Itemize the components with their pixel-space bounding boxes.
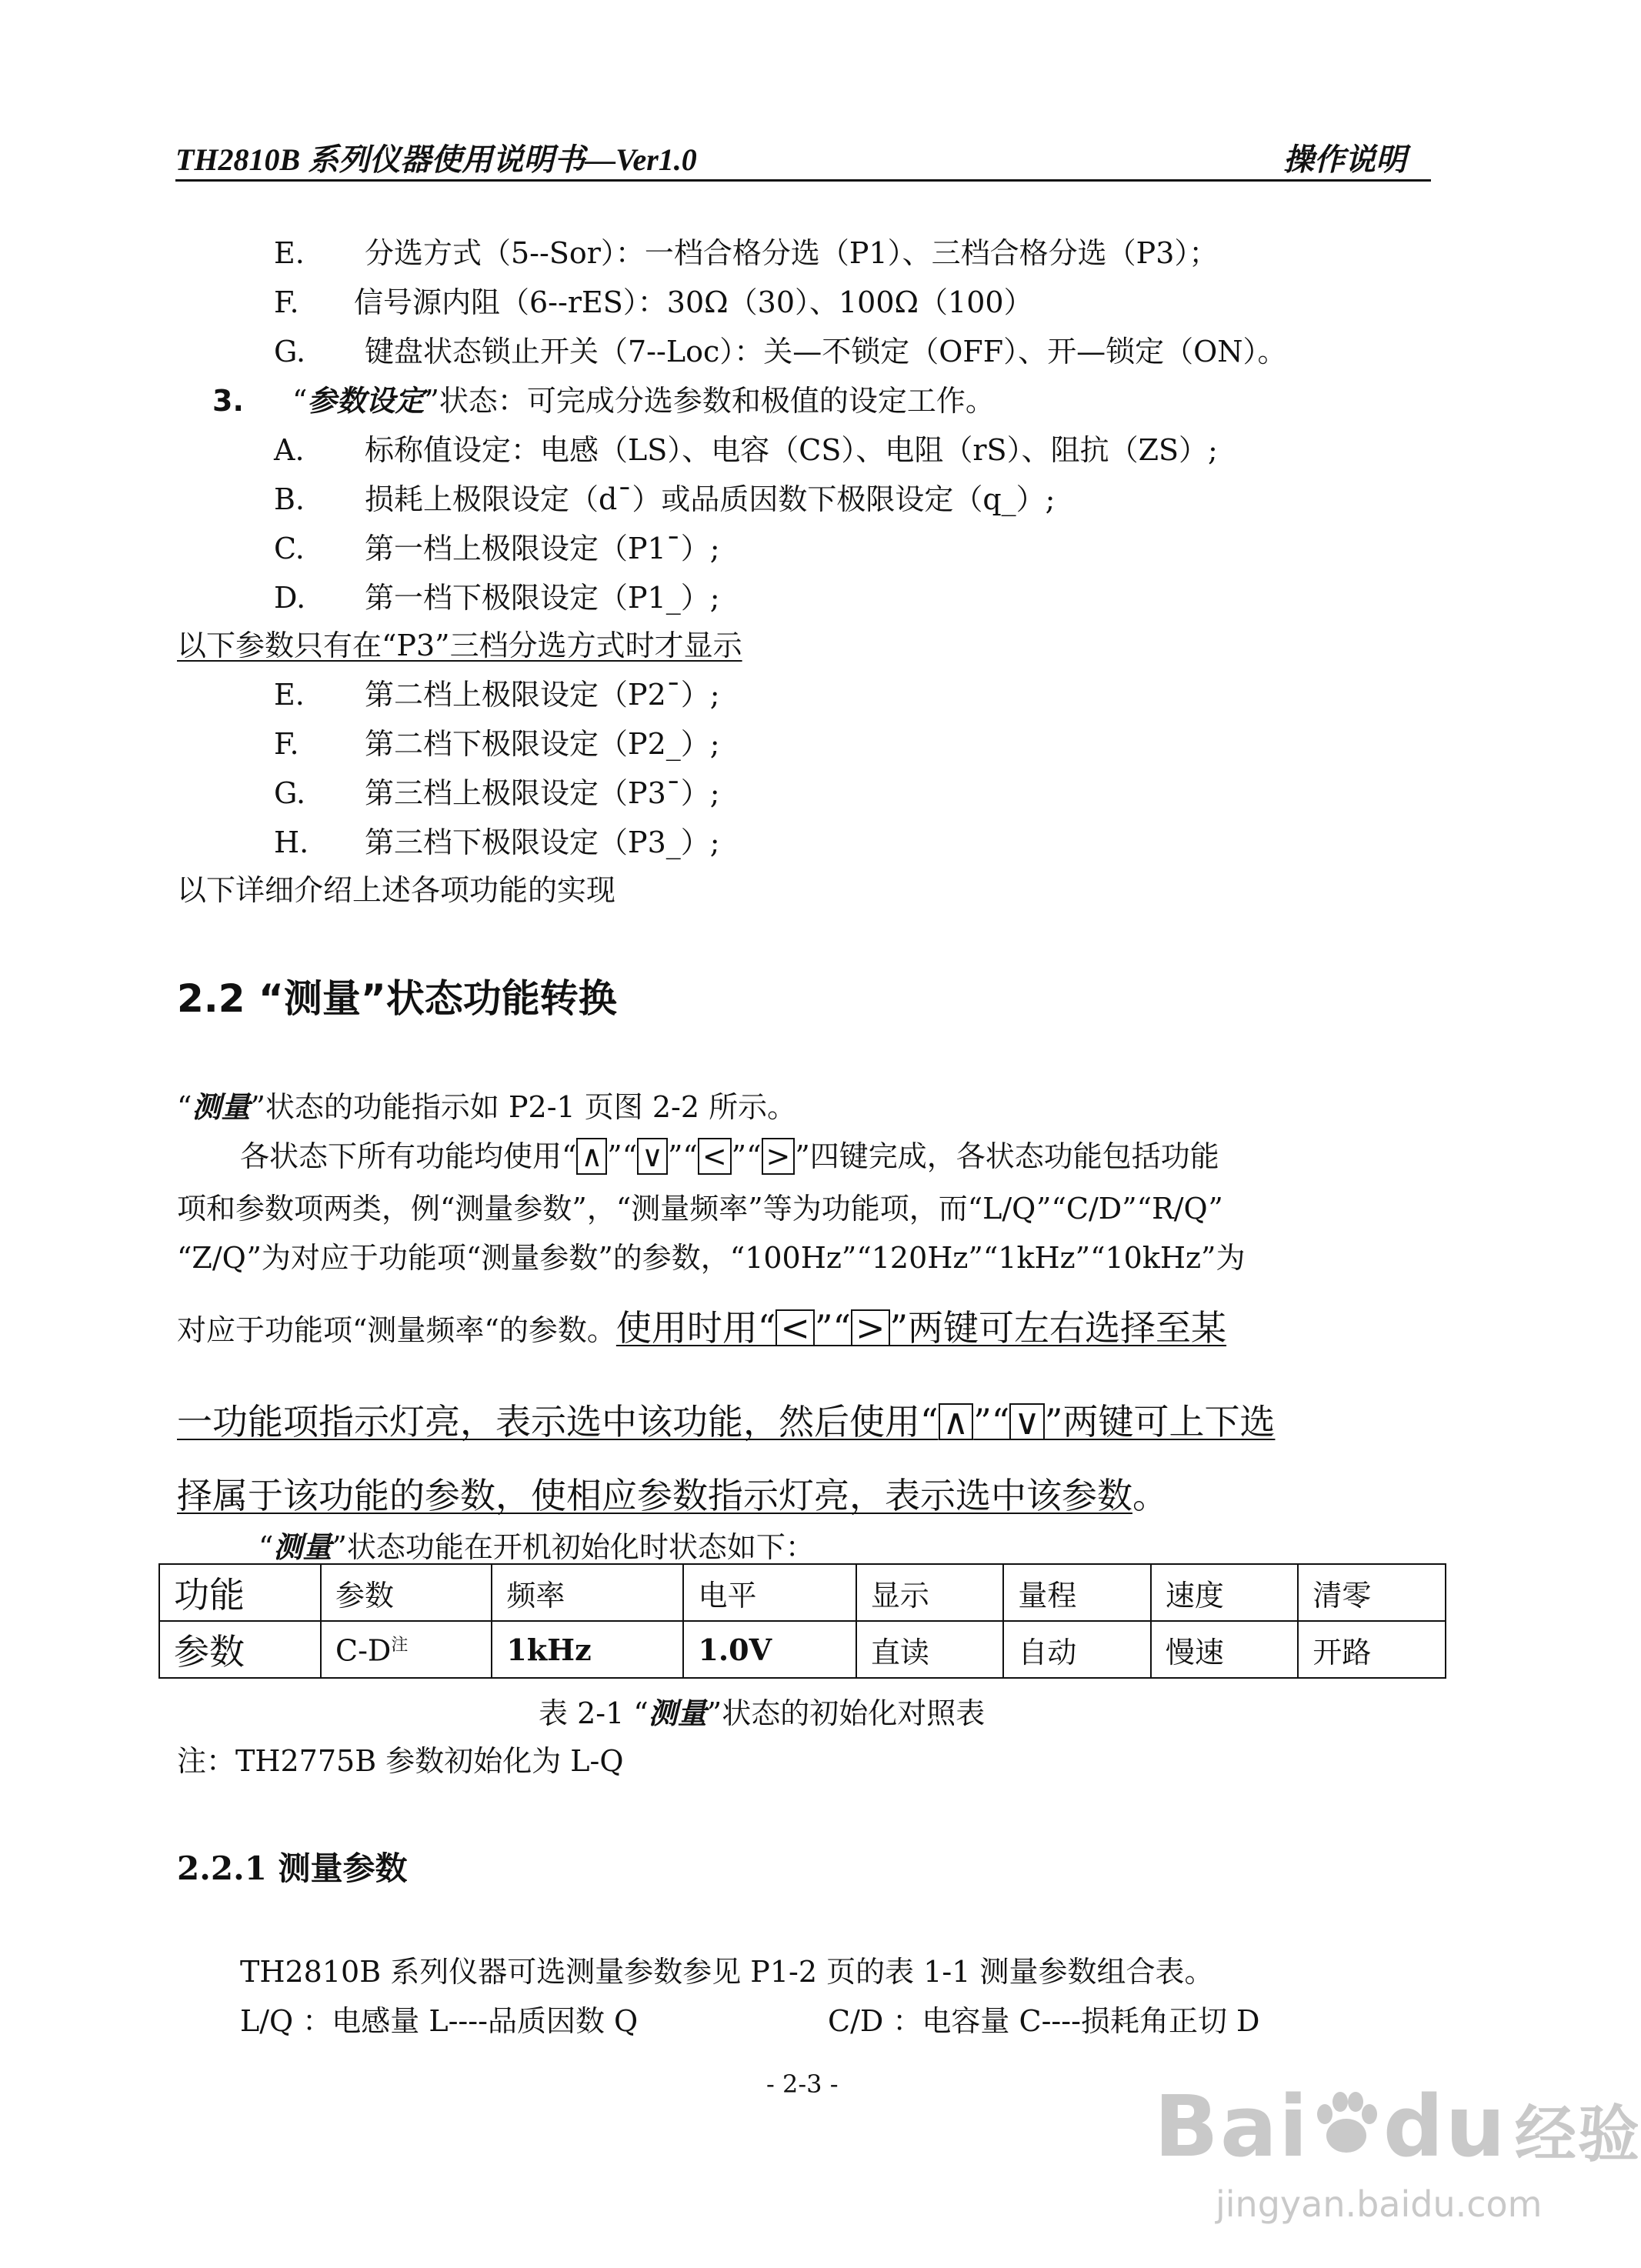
table-note: 注：TH2775B 参数初始化为 L-Q <box>177 1744 624 1778</box>
header-section: 操作说明 <box>1283 142 1406 177</box>
param-definition-cd: C/D ：电容量 C----损耗角正切 D <box>828 2004 1260 2038</box>
table-cell: 慢速 <box>1151 1621 1299 1678</box>
table-row <box>159 1621 1446 1678</box>
table-cell: 参数 <box>159 1621 321 1678</box>
table-cell: 清零 <box>1298 1564 1446 1621</box>
table-cell: 1kHz <box>492 1621 683 1678</box>
list-item: G. 第三档上极限设定（P3¯）; <box>274 776 720 810</box>
section-3-heading: 3. “参数设定”状态：可完成分选参数和极值的设定工作。 <box>212 383 995 418</box>
list-item: C. 第一档上极限设定（P1¯）; <box>274 532 720 565</box>
left-key: < <box>698 1138 732 1175</box>
list-item: F. 第二档下极限设定（P2_）; <box>274 727 720 761</box>
paragraph-line: 项和参数项两类，例“测量参数”，“测量频率”等为功能项，而“L/Q”“C/D”“R/Q” <box>177 1192 1223 1226</box>
table-cell: 电平 <box>683 1564 856 1621</box>
down-key: ∨ <box>1009 1403 1045 1440</box>
list-item: B. 损耗上极限设定（d¯）或品质因数下极限设定（q_）; <box>274 482 1056 516</box>
section-heading-2-2-1: 2.2.1 测量参数 <box>177 1849 408 1887</box>
table-cell: 量程 <box>1003 1564 1151 1621</box>
list-item: H. 第三档下极限设定（P3_）; <box>274 825 720 859</box>
paragraph-line: 一功能项指示灯亮，表示选中该功能，然后使用“ ∧ ”“ ∨ ”两键可上下选 <box>177 1401 1276 1443</box>
paragraph-line: 择属于该功能的参数，使相应参数指示灯亮，表示选中该参数。 <box>177 1475 1168 1516</box>
watermark-brand: Bai du 经验 <box>1154 2077 1641 2176</box>
table-caption: 表 2-1 “测量”状态的初始化对照表 <box>539 1696 986 1730</box>
paragraph: “测量”状态功能在开机初始化时状态如下： <box>258 1529 815 1564</box>
param-definition-lq: L/Q ：电感量 L----品质因数 Q <box>240 2004 639 2038</box>
header-rule <box>175 179 1431 182</box>
list-item: E. 分选方式（5--Sor）：一档合格分选（P1）、三档合格分选（P3）； <box>274 236 1219 270</box>
table-cell: 自动 <box>1003 1621 1151 1678</box>
paragraph: “测量”状态的功能指示如 P2-1 页图 2-2 所示。 <box>177 1089 797 1124</box>
table-cell: 参数 <box>321 1564 492 1621</box>
list-item: E. 第二档上极限设定（P2¯）; <box>274 678 720 712</box>
table-cell: 显示 <box>856 1564 1004 1621</box>
right-key: > <box>851 1309 890 1346</box>
detail-intro: 以下详细介绍上述各项功能的实现 <box>177 873 616 907</box>
init-table <box>158 1563 1446 1679</box>
table-cell: 速度 <box>1151 1564 1299 1621</box>
table-row <box>159 1564 1446 1621</box>
down-key: ∨ <box>637 1138 668 1175</box>
up-key: ∧ <box>939 1403 974 1440</box>
watermark-url: jingyan.baidu.com <box>1216 2183 1543 2225</box>
paragraph-keys-line: 各状态下所有功能均使用“ ∧ ”“ ∨ ”“ < ”“ > ”四键完成，各状态功能包括功能 <box>240 1139 1219 1173</box>
list-item: D. 第一档下极限设定（P1_）; <box>274 581 720 615</box>
table-cell: 频率 <box>492 1564 683 1621</box>
paragraph-line: “Z/Q”为对应于功能项“测量参数”的参数，“100Hz”“120Hz”“1kHz”“10kHz”为 <box>177 1241 1246 1275</box>
header-title: TH2810B 系列仪器使用说明书—Ver1.0 <box>175 142 697 177</box>
table-cell: 开路 <box>1298 1621 1446 1678</box>
paragraph: TH2810B 系列仪器可选测量参数参见 P1-2 页的表 1-1 测量参数组合表。 <box>240 1955 1214 1989</box>
table-cell: 直读 <box>856 1621 1004 1678</box>
p3-note: 以下参数只有在“P3”三档分选方式时才显示 <box>177 629 742 662</box>
up-key: ∧ <box>576 1138 607 1175</box>
list-item: F. 信号源内阻（6--rES）：30Ω（30）、100Ω（100） <box>274 285 1033 319</box>
left-key: < <box>775 1309 815 1346</box>
table-cell: $C-D^注$ <box>321 1621 492 1678</box>
table-cell: 功能 <box>159 1564 321 1621</box>
right-key: > <box>762 1138 795 1175</box>
list-item: A. 标称值设定：电感（LS）、电容（CS）、电阻（rS）、阻抗（ZS）; <box>274 433 1218 467</box>
page-number: - 2-3 - <box>766 2070 839 2099</box>
table-cell: 1.0V <box>683 1621 856 1678</box>
paragraph-line: 对应于功能项“测量频率“的参数。使用时用“ < ”“ > ”两键可左右选择至某 <box>177 1307 1227 1349</box>
paw-icon <box>1309 2086 1383 2160</box>
list-item: G. 键盘状态锁止开关（7--Loc）：关—不锁定（OFF）、开—锁定（ON）。 <box>274 335 1287 369</box>
section-heading-2-2: 2.2 “测量”状态功能转换 <box>177 976 617 1021</box>
